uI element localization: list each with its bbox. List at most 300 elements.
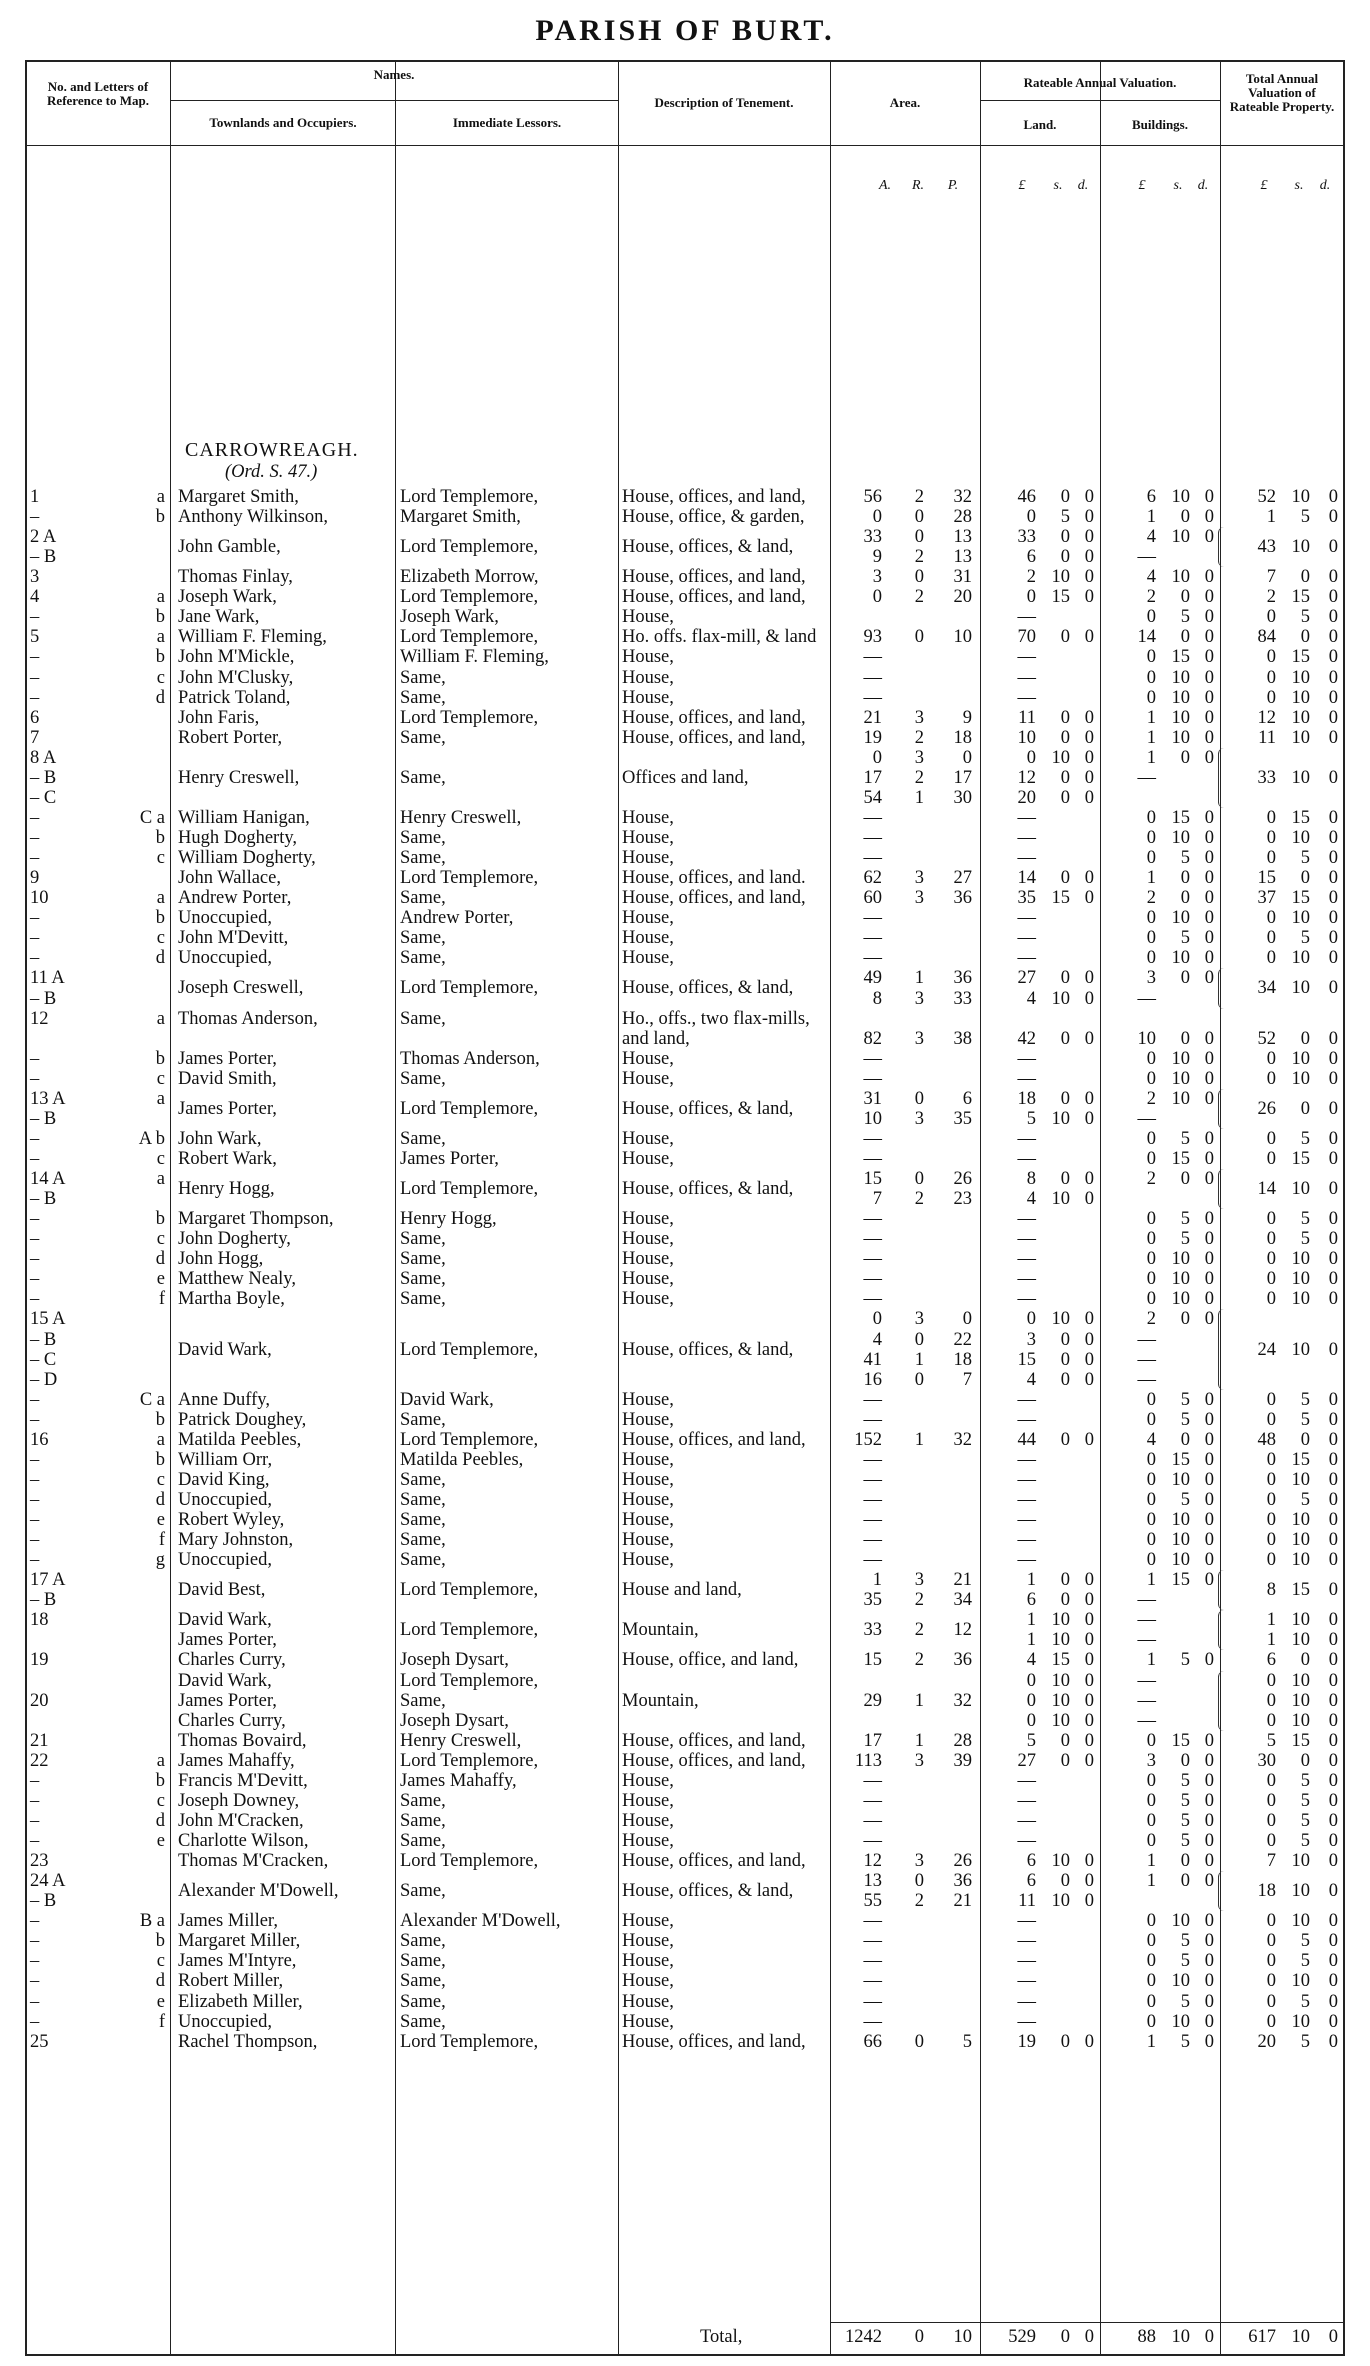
total-value-cell: 0	[1328, 587, 1338, 608]
tenement-description: Mountain,	[622, 1690, 699, 1711]
ref-number: –	[30, 1951, 40, 1972]
total-value-cell: 0	[1328, 1339, 1338, 1360]
area-cell: —	[863, 1951, 882, 1972]
ref-number: –	[30, 1810, 40, 1831]
total-value-cell: 0	[1328, 1469, 1338, 1490]
total-value-cell: 84	[1257, 627, 1276, 648]
tenement-description: House,	[622, 1971, 674, 1992]
total-value-cell: 10	[1291, 1630, 1310, 1651]
total-value-cell: 0	[1300, 1750, 1310, 1771]
total-value-cell: 0	[1328, 828, 1338, 849]
ref-number: 25	[30, 2031, 49, 2052]
occupier-name: James Porter,	[178, 1098, 277, 1119]
area-cell: 13	[863, 1871, 882, 1892]
ref-letter: c	[156, 667, 165, 688]
buildings-value-cell: 14	[1137, 627, 1156, 648]
brace-mark	[1218, 1089, 1224, 1129]
land-value-cell: 0	[1084, 1189, 1094, 1210]
total-value-cell: 15	[1291, 1730, 1310, 1751]
ref-number: –	[30, 807, 40, 828]
buildings-value-cell: —	[1137, 988, 1156, 1009]
buildings-value-cell: —	[1137, 767, 1156, 788]
lessor-name: Same,	[400, 1991, 446, 2012]
land-value-cell: 0	[1084, 2031, 1094, 2052]
ref-number: –	[30, 1831, 40, 1852]
land-value-cell: 0	[1060, 727, 1070, 748]
total-value-cell: 0	[1266, 1389, 1276, 1410]
land-value-cell: 0	[1060, 627, 1070, 648]
area-cell: 0	[962, 747, 972, 768]
ref-letter: c	[156, 1790, 165, 1811]
total-value-cell: 5	[1300, 507, 1310, 528]
land-value-cell: 0	[1084, 487, 1094, 507]
land-value-cell: 0	[1084, 1871, 1094, 1892]
land-value-cell: 11	[1018, 707, 1036, 728]
total-value-cell: 0	[1266, 908, 1276, 929]
buildings-value-cell: 0	[1146, 928, 1156, 949]
tenement-description: House,	[622, 1229, 674, 1250]
occupier-name: Anthony Wilkinson,	[178, 507, 329, 528]
total-value-cell: 14	[1257, 1179, 1276, 1200]
buildings-value-cell: 0	[1204, 567, 1214, 588]
land-value-cell: —	[1017, 948, 1036, 969]
buildings-value-cell: 5	[1180, 1951, 1190, 1972]
total-value-cell: 0	[1300, 1650, 1310, 1671]
ref-letter: a	[156, 1750, 165, 1771]
buildings-value-cell: 0	[1204, 1309, 1214, 1330]
buildings-value-cell: 5	[1180, 848, 1190, 869]
land-value-cell: 0	[1084, 1610, 1094, 1631]
buildings-value-cell: 0	[1146, 1229, 1156, 1250]
buildings-value-cell: 0	[1204, 848, 1214, 869]
land-value-cell: 35	[1017, 888, 1036, 909]
total-value-cell: 0	[1328, 1881, 1338, 1902]
land-value-cell: 0	[1026, 507, 1036, 528]
ref-number: – B	[30, 988, 57, 1009]
land-value-cell: 0	[1060, 1169, 1070, 1190]
total-value-cell: 0	[1328, 1690, 1338, 1711]
area-cell: —	[863, 1550, 882, 1571]
land-value-cell: 0	[1060, 527, 1070, 548]
lessor-name: Andrew Porter,	[400, 908, 514, 929]
tenement-description: House,	[622, 1209, 674, 1230]
buildings-value-cell: 0	[1146, 687, 1156, 708]
buildings-value-cell: 0	[1204, 1851, 1214, 1872]
header-names: Names.	[373, 67, 415, 82]
buildings-value-cell: 0	[1204, 1229, 1214, 1250]
ref-number: –	[30, 1409, 40, 1430]
area-cell: 33	[953, 988, 972, 1009]
occupier-name: James M'Intyre,	[178, 1951, 297, 1972]
buildings-value-cell: 0	[1204, 1790, 1214, 1811]
buildings-value-cell: 2	[1146, 1169, 1156, 1190]
land-value-cell: 10	[1051, 1891, 1070, 1912]
occupier-name: John M'Devitt,	[178, 928, 289, 949]
tenement-description: House,	[622, 1389, 674, 1410]
area-cell: 2	[914, 727, 924, 748]
land-value-cell: —	[1017, 1289, 1036, 1310]
occupier-name: Thomas Bovaird,	[178, 1730, 307, 1751]
land-value-cell: 0	[1084, 567, 1094, 588]
buildings-value-cell: 1	[1146, 1851, 1156, 1872]
total-value-cell: 0	[1266, 807, 1276, 828]
lessor-name: Same,	[400, 1810, 446, 1831]
tenement-description: House, offices, & land,	[622, 1179, 794, 1200]
total-value-cell: 5	[1300, 1209, 1310, 1230]
area-cell: —	[863, 848, 882, 869]
total-value-cell: 7	[1266, 567, 1276, 588]
lessor-name: Margaret Smith,	[400, 507, 521, 528]
buildings-value-cell: 0	[1204, 647, 1214, 668]
buildings-value-cell: 1	[1146, 747, 1156, 768]
buildings-value-cell: 10	[1171, 1550, 1190, 1571]
total-value-cell: 1	[1266, 507, 1276, 528]
ref-number: –	[30, 1931, 40, 1952]
total-value-cell: 0	[1328, 667, 1338, 688]
total-value-cell: 5	[1300, 1770, 1310, 1791]
area-cell: 30	[953, 787, 972, 808]
buildings-value-cell: 0	[1146, 807, 1156, 828]
total-value-cell: 10	[1291, 1048, 1310, 1069]
ref-number: –	[30, 1770, 40, 1791]
land-value-cell: 0	[1060, 1088, 1070, 1109]
ref-number: –	[30, 1249, 40, 1270]
buildings-value-cell: 6	[1146, 487, 1156, 507]
total-value-cell: 0	[1266, 1831, 1276, 1852]
ref-letter: b	[155, 1209, 165, 1230]
total-value-cell: 0	[1328, 767, 1338, 788]
header-rateable: Rateable Annual Valuation.	[1023, 75, 1177, 90]
lessor-name: Same,	[400, 1490, 446, 1510]
unit-perches: P.	[947, 178, 959, 193]
lessor-name: Alexander M'Dowell,	[400, 1911, 561, 1932]
total-area-perches: 10	[953, 2327, 972, 2347]
land-value-cell: 4	[1026, 988, 1036, 1009]
area-cell: —	[863, 1831, 882, 1852]
land-value-cell: 0	[1084, 787, 1094, 808]
land-value-cell: —	[1017, 807, 1036, 828]
occupier-name: John Hogg,	[178, 1249, 264, 1270]
occupier-name: William Dogherty,	[178, 848, 316, 869]
area-cell: 38	[953, 1028, 972, 1049]
brace-mark	[1218, 1610, 1224, 1650]
lessor-name: Same,	[400, 767, 446, 788]
ref-number: 11 A	[30, 968, 65, 989]
land-value-cell: 0	[1060, 1871, 1070, 1892]
area-cell: 0	[872, 507, 882, 528]
ref-number: – C	[30, 1349, 57, 1370]
buildings-value-cell: 0	[1204, 968, 1214, 989]
buildings-value-cell: 0	[1146, 1068, 1156, 1089]
buildings-value-cell: 5	[1180, 1831, 1190, 1852]
buildings-value-cell: 0	[1204, 1429, 1214, 1450]
total-value-cell: 0	[1266, 1229, 1276, 1250]
area-cell: 113	[854, 1750, 882, 1771]
land-value-cell: —	[1017, 647, 1036, 668]
area-cell: 7	[872, 1189, 882, 1210]
total-value-cell: 10	[1291, 1851, 1310, 1872]
tenement-description: House, offices, & land,	[622, 1098, 794, 1119]
ref-letter: C a	[139, 1389, 165, 1410]
lessor-name: Lord Templemore,	[400, 2031, 539, 2052]
townland-name: CARROWREAGH.	[185, 439, 359, 461]
total-value-cell: 0	[1266, 687, 1276, 708]
land-value-cell: 0	[1084, 727, 1094, 748]
area-cell: —	[863, 1249, 882, 1270]
total-value-cell: 15	[1291, 1580, 1310, 1601]
land-value-cell: 0	[1026, 747, 1036, 768]
lessor-name: Same,	[400, 828, 446, 849]
buildings-value-cell: 0	[1180, 1851, 1190, 1872]
header-rule	[170, 100, 618, 101]
total-total-pence: 0	[1328, 2327, 1338, 2347]
unit-roods: R.	[911, 178, 925, 193]
total-value-cell: 0	[1266, 1269, 1276, 1290]
buildings-value-cell: 0	[1204, 1570, 1214, 1591]
area-cell: 1	[914, 1690, 924, 1711]
buildings-value-cell: 0	[1180, 868, 1190, 889]
area-cell: 33	[863, 527, 882, 548]
land-value-cell: 10	[1017, 727, 1036, 748]
occupier-name: Unoccupied,	[178, 948, 273, 969]
ref-number: 24 A	[30, 1871, 66, 1892]
buildings-value-cell: 0	[1180, 1429, 1190, 1450]
ref-letter: c	[156, 1148, 165, 1169]
land-value-cell: 0	[1026, 1690, 1036, 1711]
total-value-cell: 0	[1328, 1650, 1338, 1671]
total-value-cell: 5	[1266, 1730, 1276, 1751]
total-land-pence: 0	[1084, 2327, 1094, 2347]
lessor-name: Matilda Peebles,	[400, 1449, 524, 1470]
lessor-name: William F. Fleming,	[400, 647, 549, 668]
area-cell: 0	[914, 507, 924, 528]
buildings-value-cell: 0	[1204, 1490, 1214, 1510]
tenement-description: House,	[622, 1128, 674, 1149]
total-value-cell: 0	[1328, 1389, 1338, 1410]
total-rule	[830, 2322, 1345, 2323]
area-cell: 0	[872, 587, 882, 608]
lessor-name: Joseph Wark,	[400, 607, 499, 628]
area-cell: 0	[914, 1329, 924, 1350]
buildings-value-cell: 0	[1204, 888, 1214, 909]
buildings-value-cell: 0	[1204, 828, 1214, 849]
tenement-description: House,	[622, 1068, 674, 1089]
brace-mark	[1218, 968, 1224, 1008]
area-cell: 12	[953, 1620, 972, 1641]
land-value-cell: 5	[1026, 1730, 1036, 1751]
area-cell: 39	[953, 1750, 972, 1771]
buildings-value-cell: 15	[1171, 647, 1190, 668]
occupier-name: John Faris,	[178, 707, 260, 728]
occupier-name: Matthew Nealy,	[178, 1269, 296, 1290]
ref-letter: f	[158, 1289, 165, 1310]
buildings-value-cell: 0	[1204, 807, 1214, 828]
total-value-cell: 12	[1257, 707, 1276, 728]
area-cell: 0	[914, 567, 924, 588]
buildings-value-cell: 0	[1204, 1389, 1214, 1410]
tenement-description: House,	[622, 1469, 674, 1490]
land-value-cell: 0	[1084, 1851, 1094, 1872]
occupier-name: Margaret Smith,	[178, 487, 299, 507]
buildings-value-cell: 0	[1204, 1951, 1214, 1972]
area-cell: —	[863, 1068, 882, 1089]
occupier-name: Unoccupied,	[178, 2011, 273, 2032]
total-value-cell: 0	[1266, 1048, 1276, 1069]
land-value-cell: 0	[1084, 1690, 1094, 1711]
land-value-cell: 0	[1060, 1590, 1070, 1611]
lessor-name: Same,	[400, 1128, 446, 1149]
area-cell: 36	[953, 1650, 972, 1671]
area-cell: 18	[953, 1349, 972, 1370]
total-value-cell: 10	[1291, 1690, 1310, 1711]
lessor-name: Same,	[400, 1550, 446, 1571]
land-value-cell: —	[1017, 1991, 1036, 2012]
buildings-value-cell: 0	[1146, 1951, 1156, 1972]
buildings-value-cell: 0	[1146, 1770, 1156, 1791]
total-value-cell: 5	[1300, 928, 1310, 949]
land-value-cell: 1	[1026, 1630, 1036, 1651]
land-value-cell: —	[1017, 1971, 1036, 1992]
land-value-cell: —	[1017, 1469, 1036, 1490]
land-value-cell: 0	[1084, 1028, 1094, 1049]
land-value-cell: —	[1017, 908, 1036, 929]
buildings-value-cell: 0	[1146, 948, 1156, 969]
area-cell: 0	[872, 747, 882, 768]
land-value-cell: 42	[1017, 1028, 1036, 1049]
total-value-cell: 0	[1266, 1409, 1276, 1430]
tenement-description: House,	[622, 1269, 674, 1290]
area-cell: 6	[962, 1088, 972, 1109]
header-area: Area.	[889, 95, 921, 110]
total-value-cell: 0	[1300, 1429, 1310, 1450]
tenement-description: House,	[622, 1490, 674, 1510]
total-value-cell: 10	[1291, 1289, 1310, 1310]
area-cell: —	[863, 1810, 882, 1831]
lessor-name: Same,	[400, 687, 446, 708]
total-value-cell: 0	[1328, 537, 1338, 558]
buildings-value-cell: 0	[1204, 1088, 1214, 1109]
area-cell: 10	[953, 627, 972, 648]
buildings-value-cell: 0	[1180, 507, 1190, 528]
lessor-name: David Wark,	[400, 1389, 494, 1410]
total-value-cell: 0	[1266, 1068, 1276, 1089]
tenement-description: House,	[622, 1048, 674, 1069]
buildings-value-cell: 0	[1146, 1510, 1156, 1531]
land-value-cell: 0	[1060, 868, 1070, 889]
total-value-cell: 2	[1266, 587, 1276, 608]
ref-number: –	[30, 1229, 40, 1250]
total-value-cell: 24	[1257, 1339, 1276, 1360]
occupier-name: David Wark,	[178, 1610, 272, 1631]
area-cell: 26	[953, 1851, 972, 1872]
ref-letter: b	[155, 647, 165, 668]
area-cell: —	[863, 687, 882, 708]
buildings-value-cell: 0	[1146, 1148, 1156, 1169]
lessor-name: Lord Templemore,	[400, 868, 539, 889]
ref-number: 16	[30, 1429, 49, 1450]
buildings-value-cell: —	[1137, 1108, 1156, 1129]
lessor-name: Same,	[400, 1409, 446, 1430]
buildings-value-cell: 0	[1204, 1770, 1214, 1791]
tenement-description: Ho. offs. flax-mill, & land	[622, 627, 817, 648]
ref-number: –	[30, 1289, 40, 1310]
lessor-name: Same,	[400, 848, 446, 869]
area-cell: 2	[914, 767, 924, 788]
land-value-cell: —	[1017, 1550, 1036, 1571]
buildings-value-cell: 10	[1137, 1028, 1156, 1049]
buildings-value-cell: 0	[1204, 908, 1214, 929]
total-value-cell: 0	[1328, 1269, 1338, 1290]
total-value-cell: 10	[1291, 1339, 1310, 1360]
tenement-description: House,	[622, 1148, 674, 1169]
area-cell: 26	[953, 1169, 972, 1190]
lessor-name: Same,	[400, 1068, 446, 1089]
unit-land-shillings: s.	[1053, 178, 1063, 193]
area-cell: —	[863, 1490, 882, 1510]
ref-letter: a	[156, 487, 165, 507]
ref-number: –	[30, 1209, 40, 1230]
land-value-cell: 6	[1026, 547, 1036, 568]
area-cell: 1	[872, 1570, 882, 1591]
tenement-description: House,	[622, 1770, 674, 1791]
buildings-value-cell: 15	[1171, 807, 1190, 828]
total-value-cell: 10	[1291, 828, 1310, 849]
ref-number: – B	[30, 1189, 57, 1210]
area-cell: 1	[914, 1349, 924, 1370]
tenement-description: House,	[622, 1449, 674, 1470]
col-rule	[830, 60, 831, 2356]
land-value-cell: 0	[1084, 1169, 1094, 1190]
ref-letter: e	[156, 1510, 165, 1531]
area-cell: —	[863, 828, 882, 849]
occupier-name: David Smith,	[178, 1068, 277, 1089]
total-value-cell: 0	[1328, 908, 1338, 929]
land-value-cell: —	[1017, 1128, 1036, 1149]
buildings-value-cell: 0	[1146, 1048, 1156, 1069]
header-description: Description of Tenement.	[654, 95, 794, 110]
lessor-name: Lord Templemore,	[400, 978, 539, 999]
total-value-cell: 0	[1266, 1770, 1276, 1791]
land-value-cell: 10	[1051, 1710, 1070, 1731]
total-value-cell: 0	[1328, 1429, 1338, 1450]
ref-number: –	[30, 647, 40, 668]
col-rule	[395, 60, 396, 2356]
total-value-cell: 0	[1328, 627, 1338, 648]
total-value-cell: 10	[1291, 687, 1310, 708]
tenement-description: House,	[622, 1790, 674, 1811]
buildings-value-cell: 0	[1204, 2011, 1214, 2032]
brace-mark	[1218, 1671, 1224, 1731]
buildings-value-cell: 0	[1204, 1449, 1214, 1470]
buildings-value-cell: 10	[1171, 908, 1190, 929]
ref-letter: c	[156, 1229, 165, 1250]
area-cell: 3	[914, 1750, 924, 1771]
area-cell: 2	[914, 1590, 924, 1611]
total-value-cell: 15	[1291, 888, 1310, 909]
area-cell: —	[863, 1148, 882, 1169]
ref-number: 10	[30, 888, 49, 909]
header-buildings: Buildings.	[1131, 117, 1188, 132]
lessor-name: Henry Hogg,	[400, 1209, 497, 1230]
total-total-pounds: 617	[1248, 2327, 1276, 2347]
ref-number: 12	[30, 1008, 49, 1029]
occupier-name: Robert Porter,	[178, 727, 283, 748]
area-cell: 29	[863, 1690, 882, 1711]
buildings-value-cell: 5	[1180, 1790, 1190, 1811]
buildings-value-cell: 0	[1204, 1730, 1214, 1751]
total-value-cell: 5	[1300, 1128, 1310, 1149]
buildings-value-cell: 0	[1180, 1871, 1190, 1892]
